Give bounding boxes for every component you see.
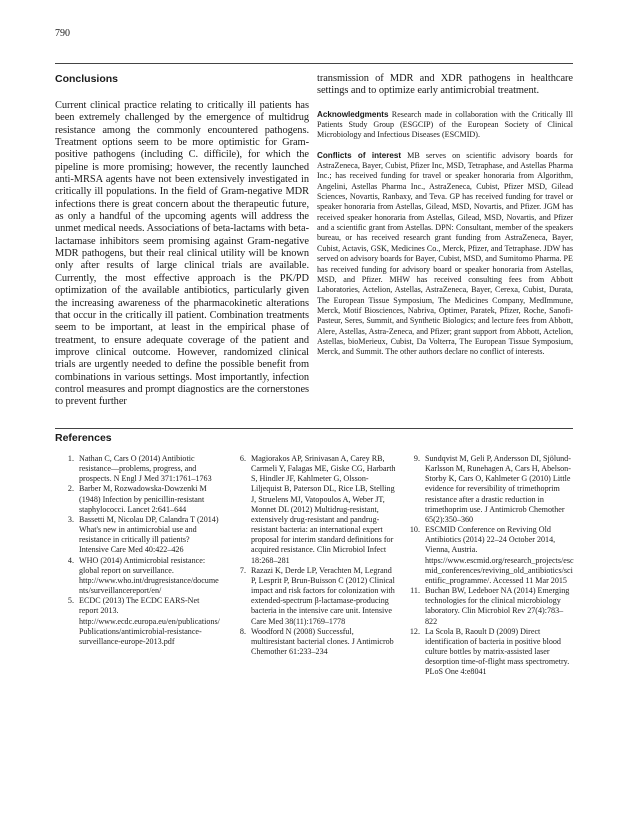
left-column: [55, 73, 309, 409]
reference-number: 10.: [409, 525, 420, 535]
right-column: [317, 73, 573, 358]
reference-text: Bassetti M, Nicolau DP, Calandra T (2014) What's new in antimicrobial use and resistance in critically ill patients? Intensive Care Med 40:422–426: [79, 514, 219, 555]
reference-number: 4.: [67, 555, 74, 565]
references-column-3: [404, 454, 574, 677]
reference-number: 12.: [409, 626, 420, 636]
reference-text: Barber M, Rozwadowska-Dowzenki M (1948) Infection by penicillin-resistant staphylococci. Lancet 2:641–644: [79, 484, 207, 514]
reference-item: [230, 566, 397, 627]
acknowledgments-paragraph: [317, 110, 573, 141]
reference-text: WHO (2014) Antimicrobial resistance: global report on surveillance. http://www.who.int/drugresistance/documents/surveillancereport/en/: [79, 555, 219, 596]
conclusions-heading: Conclusions: [55, 73, 119, 85]
conflicts-label: Conflicts of interest: [317, 150, 402, 160]
reference-number: 11.: [410, 586, 420, 596]
reference-item: [58, 556, 220, 597]
reference-number: 3.: [67, 514, 74, 524]
reference-item: [404, 586, 574, 627]
reference-text: Nathan C, Cars O (2014) Antibiotic resistance—problems, progress, and prospects. N Engl J Med 371:1761–1763: [79, 454, 212, 484]
conclusions-text: Current clinical practice relating to critically ill patients has been extremely challenged by the emergence of multidrug resistance among the commonly encountered pathogens. Treatment options seem to be more optimistic for Gram-positive pathogens (including C. difficile), for which the pipeline is more promising; however, the recently launched anti-MRSA agents have not been extensively investigated in critically ill populations. In the field of Gram-negative MDR infections there is great concern about the therapeutic future, as only a handful of the upcoming agents will address the unmet medical needs. Associations of beta-lactams with beta-lactamase inhibitors seem promising against Gram-negative MDR pathogens, but their real clinical utility will be known only after results of large clinical trials are available. Currently, the most effective approach is the PK/PD optimization of the available antibiotics, particularly given the increasing awareness of the pharmacokinetic alterations that occur in the critically ill patient. Combination treatments seem to be important, at least in the empirical phase of treatment, to ensure adequate coverage of the patient and improve clinical outcome. However, randomized clinical trials are urgently needed to define the possible benefit from combinations in various settings. Most importantly, infection control measures and prompt diagnostics are the cornerstones to prevent further: [55, 100, 309, 408]
reference-item: [404, 454, 574, 525]
conflicts-paragraph: [317, 151, 573, 358]
references-divider: [55, 428, 573, 429]
conclusions-continuation: transmission of MDR and XDR pathogens in healthcare settings and to optimize early antimicrobial treatment.: [317, 73, 573, 97]
conflicts-text: MB serves on scientific advisory boards for AstraZeneca, Bayer, Cubist, Pfizer Inc, MSD, Tetraphase, and Astellas Pharma Inc.; has received funding for travel or speaker honoraria from Algorithm, Angelini, Astellas Pharma Inc., AstraZeneca, Cubist, Pfizer MSD, Gilead Sciences, Novartis, Ranbaxy, and Teva. GP has received funding for travel or speaker honoraria from Astellas, Gilead, MSD, Novartis, and Pfizer. JGM has received speaker honoraria from Astellas, Gilead, MSD, Novartis, and Pfizer and a scientific grant from Astellas. DPN: Consultant, member of the speakers bureau, or has received research grant funding from AstraZeneca, Bayer, Cubist, Actavis, GSK, Medicines Co., Merck, Pfizer, and Tetraphase. JDW has served on advisory boards for Bayer, Cubist, MSD, and Sumitomo Pharma. PE has received funding for advisory board or speaker honoraria from Astellas, MSD, and Pfizer. MHW has received consulting fees from Abbott Laboratories, Actelion, Astellas, AstraZeneca, Bayer, Cerexa, Cubist, Durata, The European Tissue Symposium, The Medicines Company, MedImmune, Merck, Motif Biosciences, Nabriva, Optimer, Paratek, Pfizer, Roche, Sanofi-Pasteur, Seres, Summit, and Synthetic Biologics; and lecture fees from Abbott, Alere, Astellas, Astra-Zeneca, and Pfizer; grant support from Abbott, Actelion, Astellas, bioMerieux, Cubist, Da Volterra, The European Tissue Symposium, Merck, and Summit. The other authors declare no conflict of interests.: [317, 150, 574, 357]
reference-text: Woodford N (2008) Successful, multiresistant bacterial clones. J Antimicrob Chemother 61:233–234: [251, 626, 394, 656]
reference-text: Buchan BW, Ledeboer NA (2014) Emerging technologies for the clinical microbiology laboratory. Clin Microbiol Rev 27(4):783–822: [425, 586, 570, 626]
reference-text: La Scola B, Raoult D (2009) Direct identification of bacteria in positive blood culture bottles by matrix-assisted laser desorption time-of-flight mass spectrometry. PLoS One 4:e8041: [425, 626, 570, 677]
references-column-1: [58, 454, 220, 647]
reference-text: ECDC (2013) The ECDC EARS-Net report 2013. http://www.ecdc.europa.eu/en/publications/Publications/antimicrobial-resistance-surveillance-europe-2013.pdf: [79, 596, 220, 646]
header-divider: [55, 63, 573, 64]
references-heading: References: [55, 432, 112, 444]
reference-text: ESCMID Conference on Reviving Old Antibiotics (2014) 22–24 October 2014, Vienna, Austria. https://www.escmid.org/research_projects/escmid_conferences/reviving_old_antibiotics/scientific_programme/. Accessed 11 Mar 2015: [425, 525, 574, 585]
references-column-2: [230, 454, 397, 657]
reference-item: [58, 484, 220, 514]
reference-item: [58, 454, 220, 484]
reference-number: 1.: [67, 454, 74, 463]
reference-item: [58, 596, 220, 647]
reference-number: 8.: [239, 626, 246, 636]
acknowledgments-label: Acknowledgments: [317, 109, 389, 119]
reference-number: 6.: [239, 454, 246, 463]
reference-number: 7.: [239, 565, 246, 575]
reference-item: [230, 627, 397, 657]
page-number: 790: [55, 28, 70, 39]
reference-number: 5.: [67, 596, 74, 606]
acknowledgments-text: Research made in collaboration with the Critically Ill Patients Study Group (ESGCIP) of the European Society of Clinical Microbiology and Infectious Diseases (ESCMID).: [317, 109, 573, 140]
reference-text: Magiorakos AP, Srinivasan A, Carey RB, Carmeli Y, Falagas ME, Giske CG, Harbarth S, Hindler JF, Kahlmeter G, Olsson-Liljequist B, Paterson DL, Rice LB, Stelling J, Struelens MJ, Vatopoulos A, Weber JT, Monnet DL (2012) Multidrug-resistant, extensively drug-resistant and pandrug-resistant bacteria: an international expert proposal for interim standard definitions for acquired resistance. Clin Microbiol Infect 18:268–281: [251, 454, 396, 565]
reference-text: Razazi K, Derde LP, Verachten M, Legrand P, Lesprit P, Brun-Buisson C (2012) Clinical impact and risk factors for colonization with extended-spectrum β-lactamase-producing bacteria in the intensive care unit. Intensive Care Med 38(11):1769–1778: [251, 565, 395, 626]
reference-item: [230, 454, 397, 566]
reference-number: 9.: [413, 454, 420, 463]
reference-item: [404, 525, 574, 586]
reference-text: Sundqvist M, Geli P, Andersson DI, Sjölund-Karlsson M, Runehagen A, Cars H, Abelson-Storby K, Cars O, Kahlmeter G (2010) Little evidence for reversibility of trimethoprim resistance after a drastic reduction in trimethoprim use. J Antimicrob Chemother 65(2):350–360: [425, 454, 571, 524]
reference-item: [404, 627, 574, 678]
reference-number: 2.: [67, 484, 74, 494]
reference-item: [58, 515, 220, 556]
